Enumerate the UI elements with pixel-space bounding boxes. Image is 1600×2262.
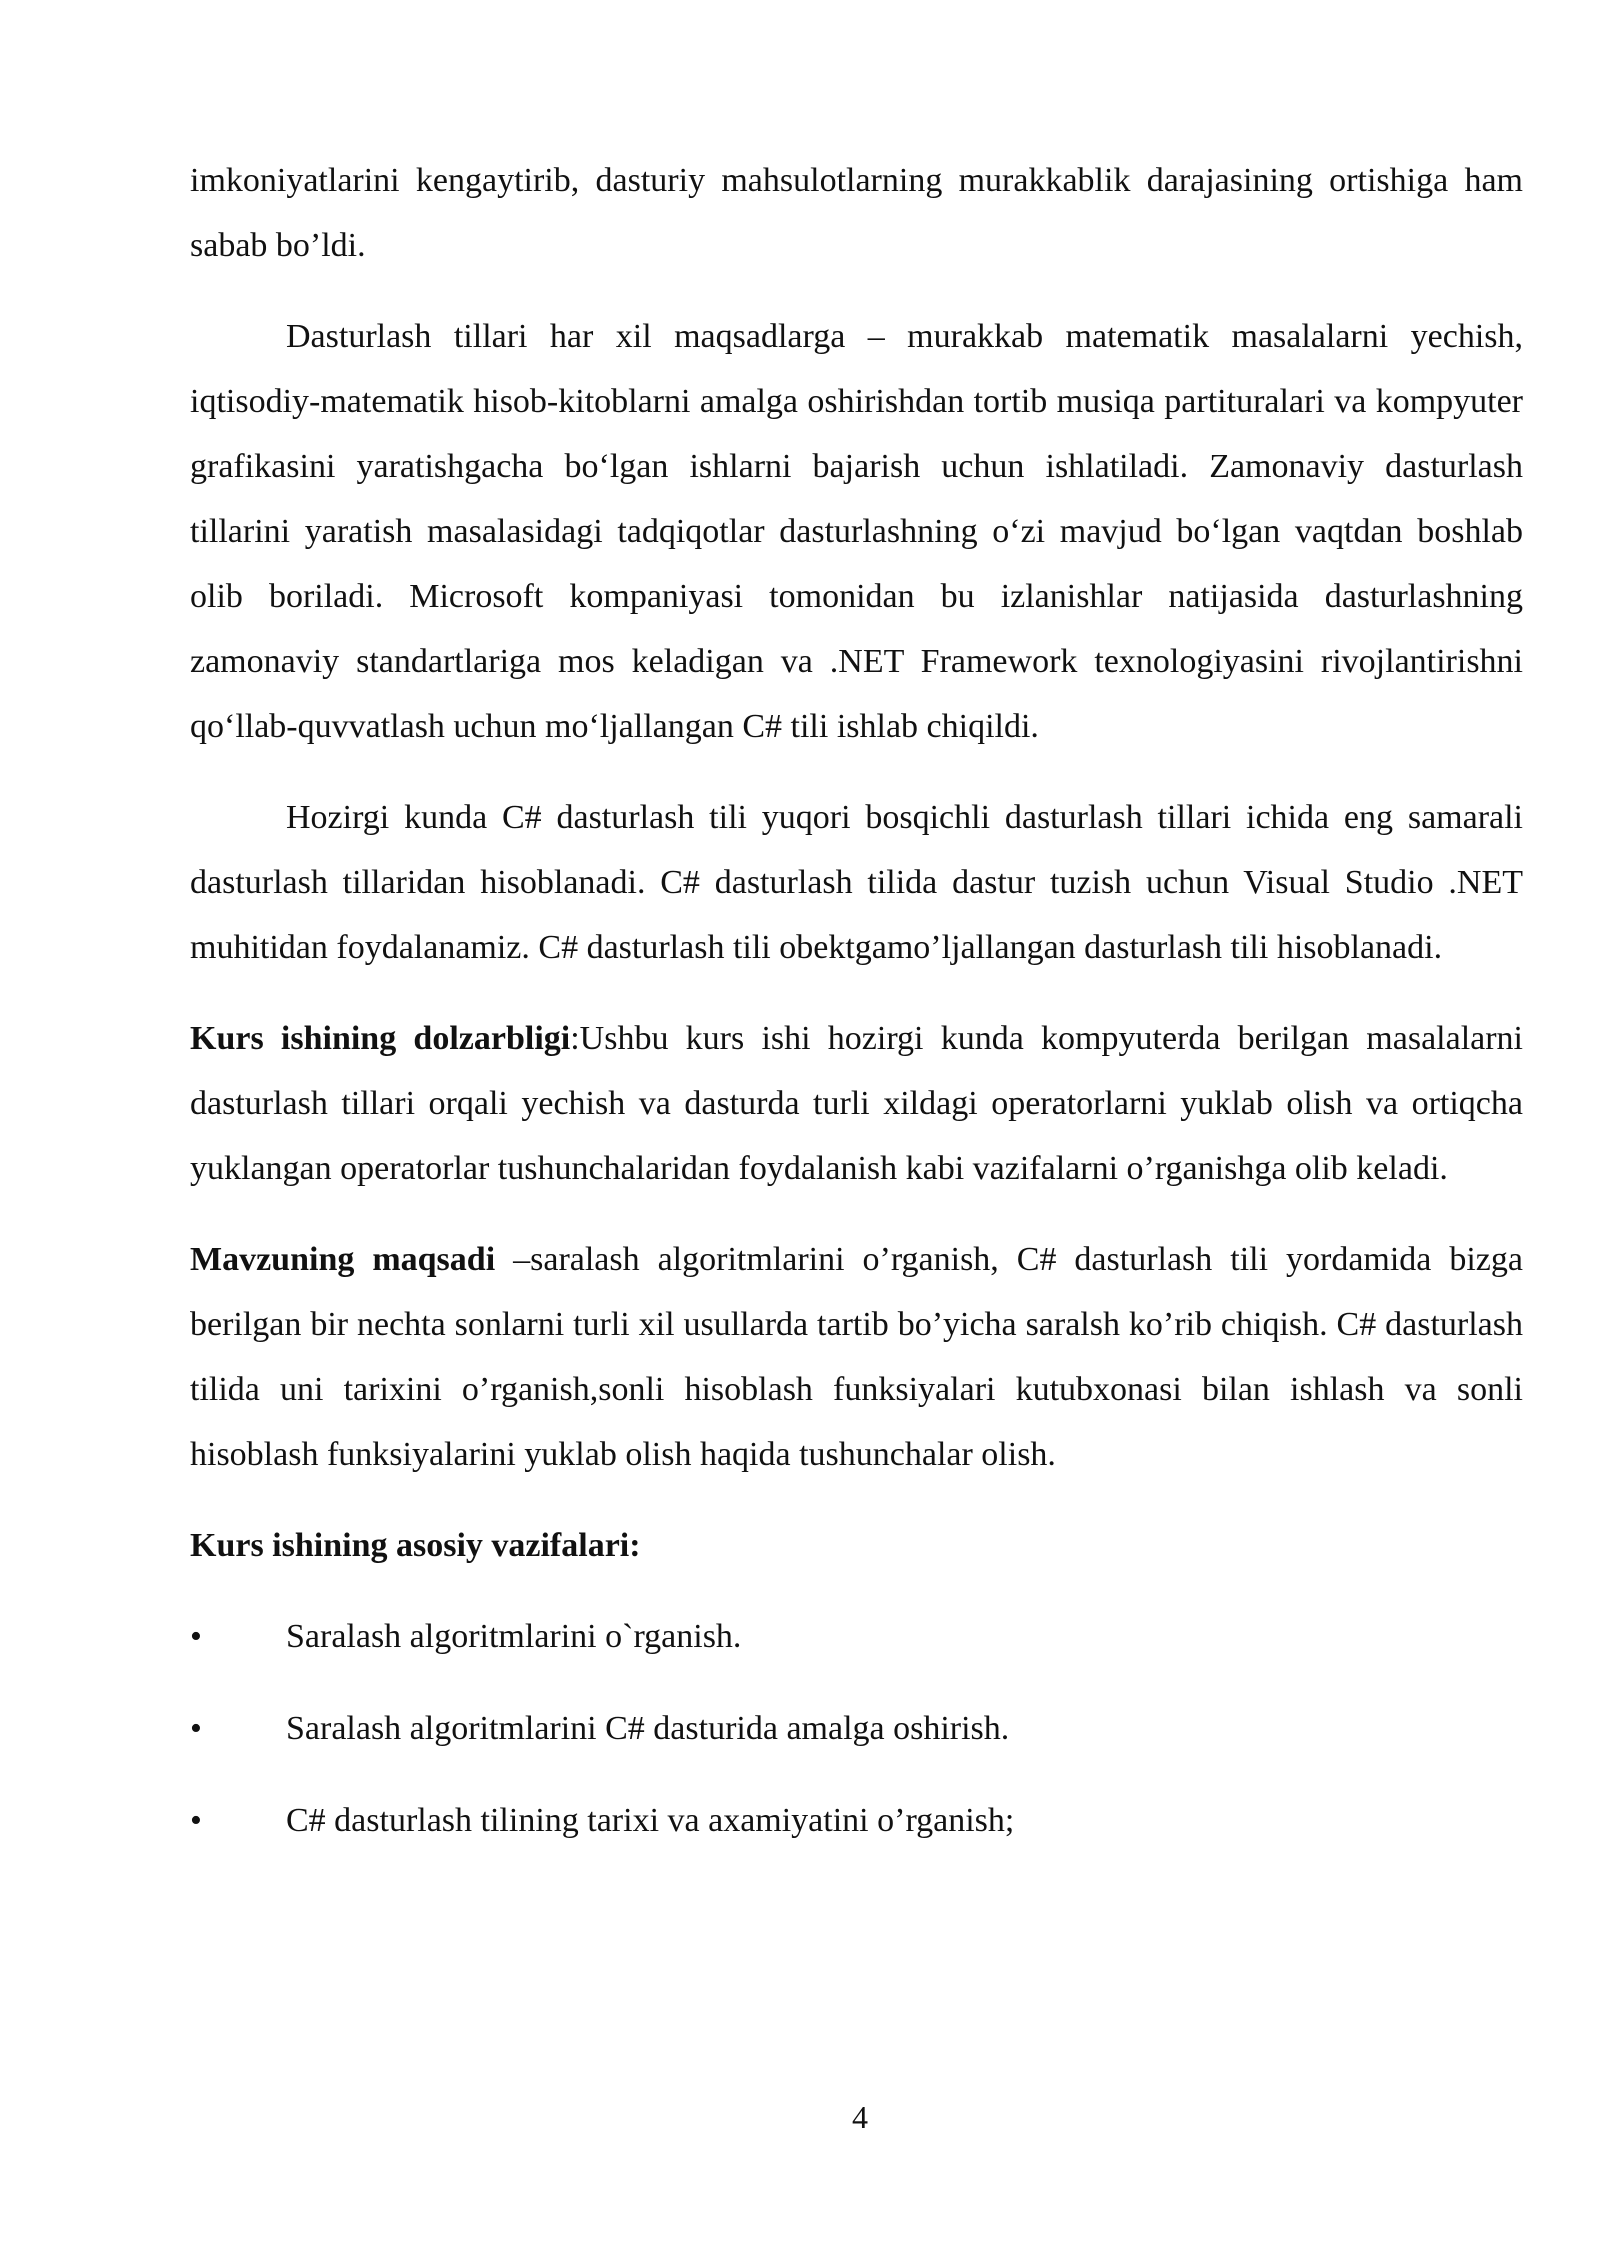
relevance-heading: Kurs ishining dolzarbligi <box>190 1020 571 1057</box>
list-item <box>190 1788 1523 1853</box>
goal-heading: Mavzuning maqsadi <box>190 1241 496 1278</box>
tasks-heading: Kurs ishining asosiy vazifalari: <box>190 1527 641 1564</box>
list-item-text: Saralash algoritmlarini C# dasturida amalga oshirish. <box>286 1710 1010 1747</box>
page-number: 4 <box>852 2099 868 2135</box>
document-page <box>190 148 1523 1880</box>
bullet-icon: • <box>190 1618 202 1655</box>
list-item-text: C# dasturlash tilining tarixi va axamiyatini o’rganish; <box>286 1802 1015 1839</box>
list-item <box>190 1696 1523 1761</box>
bullet-icon: • <box>190 1802 202 1839</box>
list-item <box>190 1604 1523 1669</box>
paragraph-goal <box>190 1227 1523 1487</box>
bullet-icon: • <box>190 1710 202 1747</box>
relevance-text: :Ushbu kurs ishi hozirgi kunda kompyuterda berilgan masalalarni dasturlash tillari orqali yechish va dasturda turli xildagi operatorlarni yuklab olish va ortiqcha yuklangan operatorlar tushunchalaridan foydalanish kabi vazifalarni o’rganishga olib keladi. <box>190 1020 1523 1187</box>
paragraph-relevance <box>190 1006 1523 1201</box>
tasks-list <box>190 1604 1523 1853</box>
list-item-text: Saralash algoritmlarini o`rganish. <box>286 1618 742 1655</box>
paragraph-programming-languages: Dasturlash tillari har xil maqsadlarga – murakkab matematik masalalarni yechish, iqtisodiy-matematik hisob-kitoblarni amalga oshirishdan tortib musiqa partituralari va kompyuter grafikasini yaratishgacha bo‘lgan ishlarni bajarish uchun ishlatiladi. Zamonaviy dasturlash tillarini yaratish masalasidagi tadqiqotlar dasturlashning o‘zi mavjud bo‘lgan vaqtdan boshlab olib boriladi. Microsoft kompaniyasi tomonidan bu izlanishlar natijasida dasturlashning zamonaviy standartlariga mos keladigan va .NET Framework texnologiyasini rivojlantirishni qo‘llab-quvvatlash uchun mo‘ljallangan C# tili ishlab chiqildi. <box>190 318 1523 745</box>
paragraph-intro-continuation: imkoniyatlarini kengaytirib, dasturiy mahsulotlarning murakkablik darajasining ortishiga ham sabab bo’ldi. <box>190 162 1523 264</box>
paragraph-csharp-overview: Hozirgi kunda C# dasturlash tili yuqori bosqichli dasturlash tillari ichida eng samarali dasturlash tillaridan hisoblanadi. C# dasturlash tilida dastur tuzish uchun Visual Studio .NET muhitidan foydalanamiz. C# dasturlash tili obektgamo’ljallangan dasturlash tili hisoblanadi. <box>190 799 1523 966</box>
goal-text: –saralash algoritmlarini o’rganish, C# dasturlash tili yordamida bizga berilgan bir nechta sonlarni turli xil usullarda tartib bo’yicha saralsh ko’rib chiqish. C# dasturlash tilida uni tarixini o’rganish,sonli hisoblash funksiyalari kutubxonasi bilan ishlash va sonli hisoblash funksiyalarini yuklab olish haqida tushunchalar olish. <box>190 1241 1523 1473</box>
